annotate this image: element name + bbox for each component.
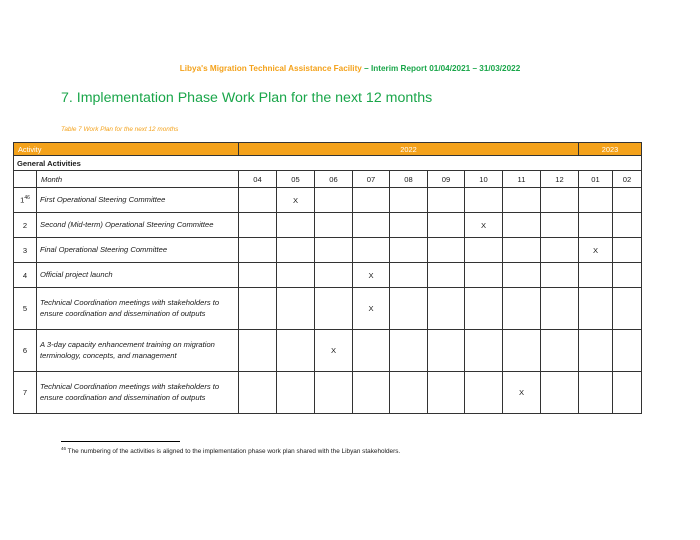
activity-number-text: 1	[20, 195, 25, 205]
schedule-mark: X	[353, 263, 390, 288]
schedule-cell	[613, 263, 642, 288]
schedule-cell	[315, 372, 353, 414]
schedule-cell	[465, 288, 503, 330]
footnote-number: 46	[61, 446, 67, 451]
month-label: Month	[37, 171, 239, 188]
schedule-cell	[315, 238, 353, 263]
schedule-cell	[579, 288, 613, 330]
schedule-cell	[239, 263, 277, 288]
activity-description: Second (Mid-term) Operational Steering Committee	[37, 213, 239, 238]
schedule-cell	[541, 372, 579, 414]
schedule-cell	[428, 238, 465, 263]
month-header-cell: 05	[277, 171, 315, 188]
header-activity: Activity	[14, 143, 239, 156]
activity-row	[14, 213, 642, 238]
schedule-cell	[239, 330, 277, 372]
schedule-cell	[390, 372, 428, 414]
month-header-cell: 12	[541, 171, 579, 188]
table-caption: Table 7 Work Plan for the next 12 months	[61, 126, 179, 133]
header-year-2023: 2023	[579, 143, 642, 156]
schedule-cell	[277, 263, 315, 288]
schedule-cell	[503, 330, 541, 372]
schedule-cell	[503, 188, 541, 213]
schedule-cell	[353, 330, 390, 372]
schedule-cell	[541, 238, 579, 263]
schedule-cell	[390, 288, 428, 330]
activity-row	[14, 188, 642, 213]
activity-number-text: 7	[22, 388, 28, 397]
schedule-cell	[353, 238, 390, 263]
month-header-cell: 04	[239, 171, 277, 188]
section-title: 7. Implementation Phase Work Plan for the next 12 months	[61, 90, 433, 106]
schedule-cell	[613, 330, 642, 372]
footnote	[61, 446, 400, 455]
schedule-cell	[428, 263, 465, 288]
activity-row	[14, 263, 642, 288]
work-plan-table	[13, 142, 642, 414]
header-facility-name: Libya's Migration Technical Assistance Facility	[179, 64, 362, 73]
activity-description: Technical Coordination meetings with stakeholders to ensure coordination and dissemination of outputs	[37, 372, 239, 414]
activity-number	[14, 188, 37, 213]
schedule-cell	[428, 213, 465, 238]
schedule-cell	[613, 372, 642, 414]
schedule-cell	[465, 238, 503, 263]
schedule-mark: X	[277, 188, 315, 213]
activity-number	[14, 263, 37, 288]
schedule-cell	[277, 288, 315, 330]
activity-description: A 3-day capacity enhancement training on migration terminology, concepts, and management	[37, 330, 239, 372]
schedule-cell	[541, 188, 579, 213]
report-header	[0, 64, 700, 73]
schedule-cell	[428, 288, 465, 330]
activity-row	[14, 330, 642, 372]
schedule-cell	[353, 188, 390, 213]
month-header-cell: 07	[353, 171, 390, 188]
month-header-cell: 02	[613, 171, 642, 188]
schedule-cell	[315, 288, 353, 330]
schedule-cell	[239, 238, 277, 263]
month-header-cell: 06	[315, 171, 353, 188]
schedule-cell	[579, 330, 613, 372]
activity-number	[14, 330, 37, 372]
activity-number	[14, 213, 37, 238]
activity-number-text: 5	[22, 304, 28, 313]
schedule-cell	[239, 188, 277, 213]
schedule-cell	[428, 372, 465, 414]
schedule-mark: X	[503, 372, 541, 414]
header-report-period: – Interim Report 01/04/2021 – 31/03/2022	[361, 64, 521, 73]
table-header-row	[14, 143, 642, 156]
activity-number	[14, 372, 37, 414]
footnote-text: The numbering of the activities is aligned to the implementation phase work plan shared with the Libyan stakeholders.	[66, 448, 401, 456]
schedule-cell	[503, 238, 541, 263]
schedule-mark: X	[465, 213, 503, 238]
group-label: General Activities	[14, 156, 642, 171]
schedule-cell	[315, 213, 353, 238]
month-header-cell: 08	[390, 171, 428, 188]
activity-description: Official project launch	[37, 263, 239, 288]
schedule-cell	[579, 372, 613, 414]
schedule-cell	[503, 288, 541, 330]
group-row	[14, 156, 642, 171]
schedule-cell	[353, 213, 390, 238]
schedule-cell	[503, 213, 541, 238]
activity-row	[14, 372, 642, 414]
activity-description: Final Operational Steering Committee	[37, 238, 239, 263]
header-year-2022: 2022	[239, 143, 579, 156]
schedule-cell	[579, 263, 613, 288]
schedule-cell	[579, 213, 613, 238]
footnote-reference: 46	[24, 195, 30, 202]
schedule-cell	[277, 372, 315, 414]
schedule-cell	[613, 238, 642, 263]
schedule-cell	[428, 330, 465, 372]
schedule-cell	[503, 263, 541, 288]
schedule-cell	[541, 330, 579, 372]
schedule-cell	[239, 288, 277, 330]
activity-description: First Operational Steering Committee	[37, 188, 239, 213]
schedule-cell	[465, 188, 503, 213]
schedule-cell	[353, 372, 390, 414]
month-header-cell: 09	[428, 171, 465, 188]
activity-number-text: 2	[22, 220, 28, 230]
schedule-cell	[277, 238, 315, 263]
activity-number-text: 6	[22, 346, 28, 355]
schedule-cell	[465, 263, 503, 288]
schedule-mark: X	[315, 330, 353, 372]
schedule-cell	[613, 213, 642, 238]
schedule-cell	[239, 213, 277, 238]
schedule-mark: X	[353, 288, 390, 330]
activity-row	[14, 238, 642, 263]
schedule-cell	[277, 330, 315, 372]
activity-number-text: 4	[22, 270, 28, 280]
schedule-cell	[541, 263, 579, 288]
schedule-mark: X	[579, 238, 613, 263]
schedule-cell	[390, 263, 428, 288]
month-header-cell: 10	[465, 171, 503, 188]
activity-number	[14, 288, 37, 330]
schedule-cell	[465, 330, 503, 372]
schedule-cell	[579, 188, 613, 213]
footnote-divider	[61, 441, 180, 442]
schedule-cell	[390, 330, 428, 372]
activity-description: Technical Coordination meetings with stakeholders to ensure coordination and dissemination of outputs	[37, 288, 239, 330]
schedule-cell	[239, 372, 277, 414]
schedule-cell	[277, 213, 315, 238]
schedule-cell	[428, 188, 465, 213]
schedule-cell	[315, 188, 353, 213]
schedule-cell	[390, 188, 428, 213]
activity-row	[14, 288, 642, 330]
schedule-cell	[315, 263, 353, 288]
schedule-cell	[613, 188, 642, 213]
schedule-cell	[390, 238, 428, 263]
schedule-cell	[541, 288, 579, 330]
month-header-cell: 01	[579, 171, 613, 188]
activity-number-text: 3	[22, 245, 28, 255]
month-header-cell: 11	[503, 171, 541, 188]
schedule-cell	[390, 213, 428, 238]
schedule-cell	[465, 372, 503, 414]
schedule-cell	[541, 213, 579, 238]
month-row	[14, 171, 642, 188]
activity-number	[14, 238, 37, 263]
month-empty-cell	[14, 171, 37, 188]
schedule-cell	[613, 288, 642, 330]
